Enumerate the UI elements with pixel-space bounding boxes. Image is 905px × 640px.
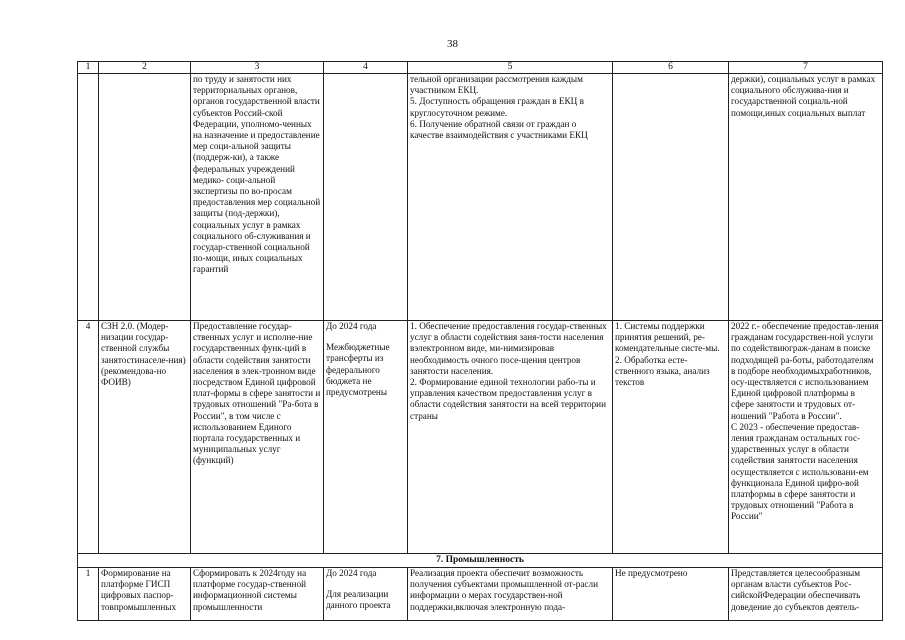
project-technologies xyxy=(613,74,729,321)
row-number: 1 xyxy=(78,568,99,621)
term-funding: Для реализации данного проекта xyxy=(326,589,391,611)
page-number: 38 xyxy=(447,38,458,50)
header-cell: 3 xyxy=(191,62,324,74)
project-notes xyxy=(729,321,883,554)
project-name xyxy=(99,74,191,321)
note-item: 2022 г.- обеспечение предостав-ления гражданам государствен-ной услуги по содействиюграж-данам в поиске подходящей ра-боты, работодателям в подборе необходимыхработников, осу-ществляется с использованием Единой цифровой платформы в сфере занятости и трудовых от-ношений "Работа в России". xyxy=(731,321,879,421)
term-deadline: До 2024 года xyxy=(326,321,377,331)
term-funding: Межбюджетные трансферты из федерального бюджета не предусмотрены xyxy=(326,342,390,398)
technology-item: 1. Системы поддержки принятия решений, ре-комендательные систе-мы. xyxy=(615,321,720,354)
project-term xyxy=(324,568,408,621)
header-cell: 2 xyxy=(99,62,191,74)
section-title: 7. Промышленность xyxy=(78,554,883,568)
effect-item: 1. Обеспечение предоставления государ-ственных услуг в области содействия заня-тости населения вэлектронном виде, ми-нимизировав необходимость очного посе-щения центров занятости населения. xyxy=(410,321,607,376)
project-effects xyxy=(408,321,613,554)
project-goal: Сформировать к 2024году на платформе государ-ственной информационной системы промышленности xyxy=(191,568,324,621)
project-term xyxy=(324,321,408,554)
program-table xyxy=(77,61,883,621)
effect-item: 6. Получение обратной связи от граждан о качестве взаимодействия с участниками ЕКЦ xyxy=(410,118,588,141)
table-row xyxy=(78,321,883,554)
term-deadline: До 2024 года xyxy=(326,568,377,578)
header-cell: 7 xyxy=(729,62,883,74)
project-notes: держки), социальных услуг в рамках социального обслужива-ния и государственной социаль-ной помощи,иных социальных выплат xyxy=(729,74,883,321)
note-item: С 2023 - обеспечение предостав-ления гражданам остальных гос-ударственных услуг в области содействия занятости населения осуществляется с использовани-ем функционала Единой цифро-вой платформы в сфере занятости и трудовых отношений "Работа в России" xyxy=(731,421,869,522)
section-row xyxy=(78,554,883,568)
project-term xyxy=(324,74,408,321)
project-technologies xyxy=(613,321,729,554)
effect-item: тельной организации рассмотрения каждым участником ЕКЦ. xyxy=(410,74,583,96)
header-row xyxy=(78,62,883,74)
project-effects xyxy=(408,74,613,321)
table-row xyxy=(78,568,883,621)
project-effects: Реализация проекта обеспечит возможность получения субъектами промышленной от-расли информации о мерах государствен-ной поддержки,включая электронную пода- xyxy=(408,568,613,621)
project-notes: Представляется целесообразным органам власти субъектов Рос-сийскойФедерации обеспечивать доведение до субъектов деятель- xyxy=(729,568,883,621)
row-number: 4 xyxy=(78,321,99,554)
header-cell: 1 xyxy=(78,62,99,74)
header-cell: 6 xyxy=(613,62,729,74)
technology-item: 2. Обработка есте-ственного языка, анализ текстов xyxy=(615,354,710,388)
project-goal: Предоставление государ-ственных услуг и исполне-ние государственных функ-ций в области содействия занятости населения в элек-тронном виде посредством Единой цифровой плат-формы в сфере занятости и трудовых отношений "Ра-бота в России", в том числе с использованием Единого портала государственных и муниципальных услуг (функций) xyxy=(191,321,324,554)
header-cell: 4 xyxy=(324,62,408,74)
project-name: СЗН 2.0. (Модер-низации государ-ственной службы занятостинаселе-ния) (рекомендова-но ФОИВ) xyxy=(99,321,191,554)
row-number xyxy=(78,74,99,321)
effect-item: 5. Доступность обращения граждан в ЕКЦ в круглосуточном режиме. xyxy=(410,96,584,118)
project-goal: по труду и занятости них территориальных органов, органов государственной власти субъектов Россий-ской Федерации, уполномо-ченных на назначение и предоставление мер соци-альной защиты (поддерж-ки), а также федеральных учреждений медико- соци-альной экспертизы по во-просам предоставления мер социальной защиты (под-держки), социальных услуг в рамках социального об-служивания и государ-ственной социальной по-мощи, иных социальных гарантий xyxy=(191,74,324,321)
project-name: Формирование на платформе ГИСП цифровых паспор-товпромышленных xyxy=(99,568,191,621)
table-row-continued xyxy=(78,74,883,321)
header-cell: 5 xyxy=(408,62,613,74)
effect-item: 2. Формирование единой технологии рабо-ты и управления качеством предоставления услуг в области содействия занятости на всей территории страны xyxy=(410,377,606,421)
project-technologies: Не предусмотрено xyxy=(613,568,729,621)
